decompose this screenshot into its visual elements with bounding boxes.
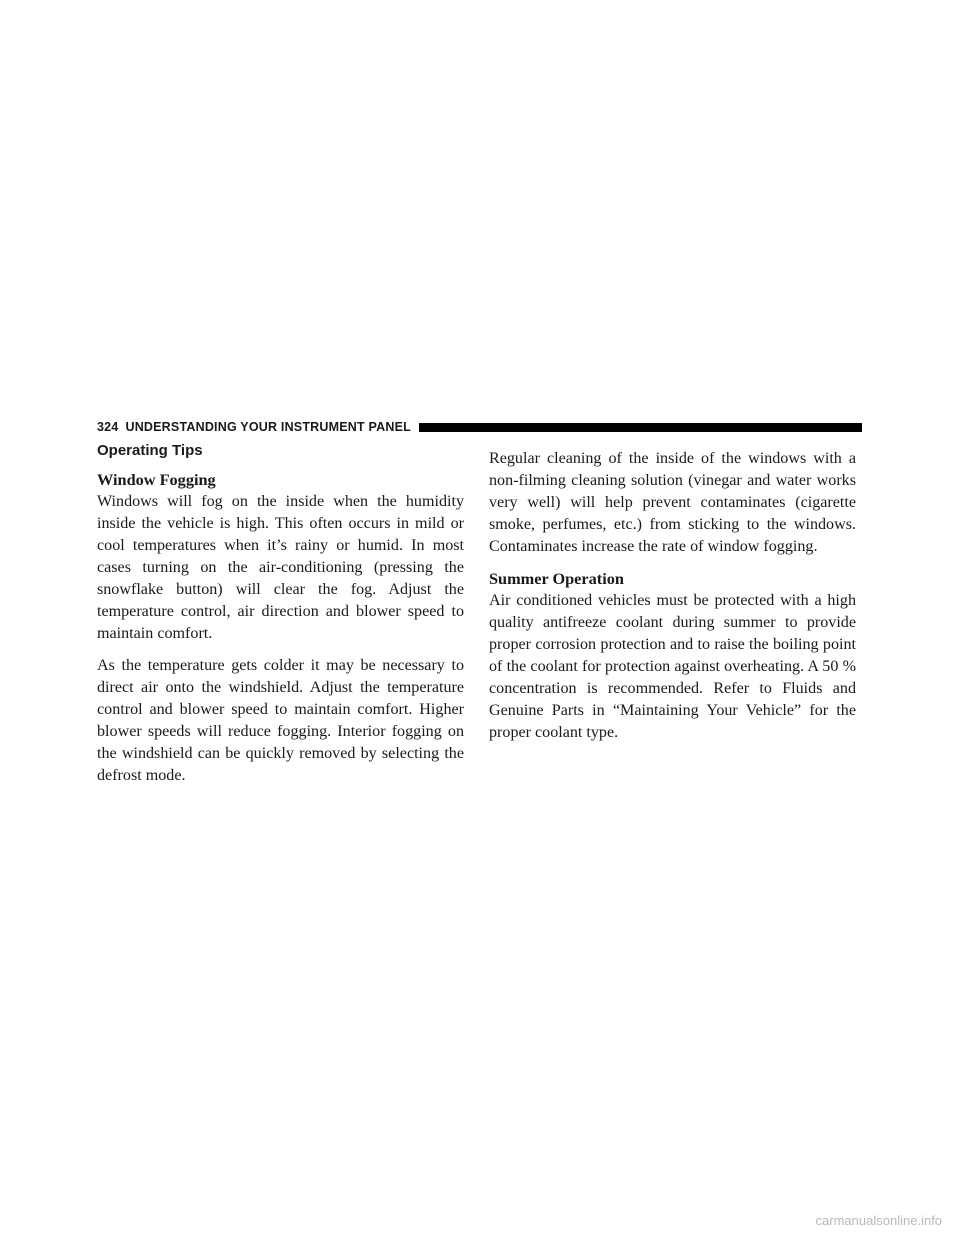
summer-operation-heading: Summer Operation: [489, 569, 624, 588]
page-number: 324: [97, 420, 119, 434]
footer-watermark: carmanualsonline.info: [815, 1213, 942, 1228]
window-fogging-paragraph-2: As the temperature gets colder it may be necessary to direct air onto the windshield. Adjust the temperature control and blower speed to maintain comfort. Higher blower speeds will reduce fogging. Interior fogging on the windshield can be quickly removed by selecting the defrost mode.: [97, 657, 464, 784]
section-title: Operating Tips: [97, 442, 203, 459]
summer-operation-paragraph: Air conditioned vehicles must be protected with a high quality antifreeze coolant during summer to provide proper corrosion protection and to raise the boiling point of the coolant for protection against overheating. A 50 % concentration is recommended. Refer to Fluids and Genuine Parts in “Maintaining Your Vehicle” for the proper coolant type.: [489, 592, 856, 741]
window-fogging-heading: Window Fogging: [97, 470, 216, 489]
page-header: [97, 420, 862, 434]
left-column: [97, 438, 464, 797]
right-column: [489, 448, 856, 754]
window-fogging-paragraph-3: Regular cleaning of the inside of the windows with a non-filming cleaning solution (vinegar and water works very well) will help prevent contaminates (cigarette smoke, perfumes, etc.) from sticking to the windows. Contaminates increase the rate of window fogging.: [489, 450, 856, 555]
window-fogging-paragraph-1: Windows will fog on the inside when the humidity inside the vehicle is high. This often occurs in mild or cool temperatures when it’s rainy or humid. In most cases turning on the air-conditioning (pressing the snowflake button) will clear the fog. Adjust the temperature control, air direction and blower speed to maintain comfort.: [97, 493, 464, 642]
running-title: UNDERSTANDING YOUR INSTRUMENT PANEL: [125, 420, 411, 434]
header-rule: [419, 423, 862, 432]
